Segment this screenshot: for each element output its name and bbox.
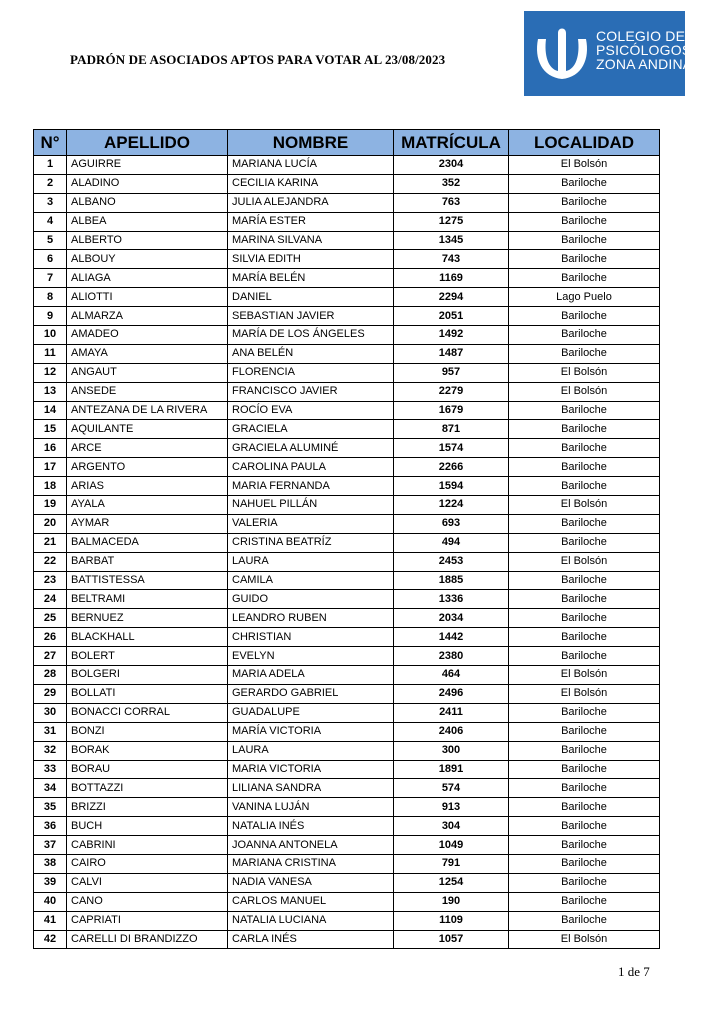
matricula-cell: 190 — [394, 892, 509, 911]
localidad-cell: Bariloche — [509, 854, 660, 873]
matricula-cell: 2406 — [394, 722, 509, 741]
nombre-cell: ANA BELÉN — [228, 344, 394, 363]
table-row — [34, 741, 660, 760]
table-row — [34, 647, 660, 666]
row-number: 30 — [34, 703, 67, 722]
row-number: 40 — [34, 892, 67, 911]
localidad-cell: Bariloche — [509, 231, 660, 250]
row-number: 23 — [34, 571, 67, 590]
apellido-cell: ALIAGA — [67, 269, 228, 288]
matricula-cell: 763 — [394, 193, 509, 212]
table-row — [34, 760, 660, 779]
localidad-cell: Bariloche — [509, 439, 660, 458]
matricula-cell: 352 — [394, 174, 509, 193]
nombre-cell: GUIDO — [228, 590, 394, 609]
matricula-cell: 1049 — [394, 836, 509, 855]
localidad-cell: Bariloche — [509, 911, 660, 930]
table-row — [34, 514, 660, 533]
row-number: 36 — [34, 817, 67, 836]
apellido-cell: CALVI — [67, 873, 228, 892]
nombre-cell: CAMILA — [228, 571, 394, 590]
table-row — [34, 873, 660, 892]
matricula-cell: 913 — [394, 798, 509, 817]
matricula-cell: 1594 — [394, 477, 509, 496]
table-row — [34, 401, 660, 420]
matricula-cell: 791 — [394, 854, 509, 873]
row-number: 20 — [34, 514, 67, 533]
localidad-cell: El Bolsón — [509, 496, 660, 515]
row-number: 21 — [34, 533, 67, 552]
apellido-cell: BLACKHALL — [67, 628, 228, 647]
localidad-cell: Bariloche — [509, 817, 660, 836]
table-row — [34, 911, 660, 930]
localidad-cell: Bariloche — [509, 873, 660, 892]
table-row — [34, 590, 660, 609]
localidad-cell: Bariloche — [509, 401, 660, 420]
matricula-cell: 2051 — [394, 307, 509, 326]
nombre-cell: VANINA LUJÁN — [228, 798, 394, 817]
table-row — [34, 458, 660, 477]
matricula-cell: 1336 — [394, 590, 509, 609]
row-number: 11 — [34, 344, 67, 363]
matricula-cell: 1679 — [394, 401, 509, 420]
row-number: 5 — [34, 231, 67, 250]
row-number: 18 — [34, 477, 67, 496]
header-localidad: LOCALIDAD — [509, 130, 660, 156]
row-number: 6 — [34, 250, 67, 269]
row-number: 38 — [34, 854, 67, 873]
matricula-cell: 1442 — [394, 628, 509, 647]
matricula-cell: 304 — [394, 817, 509, 836]
apellido-cell: BORAK — [67, 741, 228, 760]
matricula-cell: 494 — [394, 533, 509, 552]
apellido-cell: AMADEO — [67, 326, 228, 345]
row-number: 7 — [34, 269, 67, 288]
localidad-cell: Bariloche — [509, 892, 660, 911]
nombre-cell: GRACIELA ALUMINÉ — [228, 439, 394, 458]
localidad-cell: Bariloche — [509, 609, 660, 628]
localidad-cell: Bariloche — [509, 193, 660, 212]
row-number: 34 — [34, 779, 67, 798]
apellido-cell: BOLERT — [67, 647, 228, 666]
apellido-cell: ALMARZA — [67, 307, 228, 326]
localidad-cell: Bariloche — [509, 307, 660, 326]
nombre-cell: LILIANA SANDRA — [228, 779, 394, 798]
localidad-cell: El Bolsón — [509, 363, 660, 382]
row-number: 41 — [34, 911, 67, 930]
page-number: 1 de 7 — [618, 964, 650, 979]
nombre-cell: CECILIA KARINA — [228, 174, 394, 193]
nombre-cell: SEBASTIAN JAVIER — [228, 307, 394, 326]
matricula-cell: 693 — [394, 514, 509, 533]
table-row — [34, 571, 660, 590]
apellido-cell: ARCE — [67, 439, 228, 458]
table-row — [34, 609, 660, 628]
table-row — [34, 420, 660, 439]
row-number: 3 — [34, 193, 67, 212]
row-number: 9 — [34, 307, 67, 326]
nombre-cell: JULIA ALEJANDRA — [228, 193, 394, 212]
nombre-cell: GERARDO GABRIEL — [228, 684, 394, 703]
row-number: 39 — [34, 873, 67, 892]
matricula-cell: 1169 — [394, 269, 509, 288]
row-number: 26 — [34, 628, 67, 647]
matricula-cell: 1345 — [394, 231, 509, 250]
apellido-cell: BONZI — [67, 722, 228, 741]
table-row — [34, 231, 660, 250]
apellido-cell: BELTRAMI — [67, 590, 228, 609]
apellido-cell: AYMAR — [67, 514, 228, 533]
nombre-cell: JOANNA ANTONELA — [228, 836, 394, 855]
localidad-cell: El Bolsón — [509, 156, 660, 175]
apellido-cell: ARIAS — [67, 477, 228, 496]
nombre-cell: GRACIELA — [228, 420, 394, 439]
nombre-cell: LAURA — [228, 741, 394, 760]
apellido-cell: CAIRO — [67, 854, 228, 873]
table-row — [34, 212, 660, 231]
localidad-cell: Lago Puelo — [509, 288, 660, 307]
localidad-cell: Bariloche — [509, 174, 660, 193]
table-row — [34, 250, 660, 269]
row-number: 27 — [34, 647, 67, 666]
apellido-cell: AGUIRRE — [67, 156, 228, 175]
apellido-cell: BONACCI CORRAL — [67, 703, 228, 722]
nombre-cell: NADIA VANESA — [228, 873, 394, 892]
table-row — [34, 666, 660, 685]
matricula-cell: 1275 — [394, 212, 509, 231]
apellido-cell: CAPRIATI — [67, 911, 228, 930]
localidad-cell: Bariloche — [509, 514, 660, 533]
localidad-cell: Bariloche — [509, 722, 660, 741]
row-number: 29 — [34, 684, 67, 703]
localidad-cell: Bariloche — [509, 571, 660, 590]
localidad-cell: Bariloche — [509, 326, 660, 345]
apellido-cell: ALIOTTI — [67, 288, 228, 307]
apellido-cell: ANSEDE — [67, 382, 228, 401]
row-number: 28 — [34, 666, 67, 685]
matricula-cell: 2279 — [394, 382, 509, 401]
table-row — [34, 628, 660, 647]
localidad-cell: Bariloche — [509, 647, 660, 666]
row-number: 32 — [34, 741, 67, 760]
table-row — [34, 798, 660, 817]
row-number: 12 — [34, 363, 67, 382]
localidad-cell: Bariloche — [509, 250, 660, 269]
table-row — [34, 193, 660, 212]
nombre-cell: FLORENCIA — [228, 363, 394, 382]
localidad-cell: Bariloche — [509, 458, 660, 477]
nombre-cell: CRISTINA BEATRÍZ — [228, 533, 394, 552]
apellido-cell: BOLGERI — [67, 666, 228, 685]
table-row — [34, 684, 660, 703]
logo-text — [596, 29, 692, 71]
apellido-cell: BALMACEDA — [67, 533, 228, 552]
header-nombre: NOMBRE — [228, 130, 394, 156]
localidad-cell: Bariloche — [509, 798, 660, 817]
apellido-cell: ALADINO — [67, 174, 228, 193]
matricula-cell: 2496 — [394, 684, 509, 703]
matricula-cell: 300 — [394, 741, 509, 760]
matricula-cell: 871 — [394, 420, 509, 439]
psi-logo-icon — [532, 25, 592, 83]
apellido-cell: ALBOUY — [67, 250, 228, 269]
nombre-cell: MARÍA BELÉN — [228, 269, 394, 288]
localidad-cell: El Bolsón — [509, 666, 660, 685]
nombre-cell: CAROLINA PAULA — [228, 458, 394, 477]
header-apellido: APELLIDO — [67, 130, 228, 156]
table-row — [34, 326, 660, 345]
matricula-cell: 2411 — [394, 703, 509, 722]
colegio-logo — [524, 11, 693, 96]
localidad-cell: El Bolsón — [509, 552, 660, 571]
table-row — [34, 382, 660, 401]
matricula-cell: 2380 — [394, 647, 509, 666]
localidad-cell: Bariloche — [509, 836, 660, 855]
matricula-cell: 1057 — [394, 930, 509, 949]
row-number: 37 — [34, 836, 67, 855]
nombre-cell: DANIEL — [228, 288, 394, 307]
nombre-cell: MARÍA ESTER — [228, 212, 394, 231]
nombre-cell: MARIANA LUCÍA — [228, 156, 394, 175]
localidad-cell: El Bolsón — [509, 382, 660, 401]
table-row — [34, 533, 660, 552]
apellido-cell: BRIZZI — [67, 798, 228, 817]
matricula-cell: 574 — [394, 779, 509, 798]
matricula-cell: 464 — [394, 666, 509, 685]
apellido-cell: BARBAT — [67, 552, 228, 571]
apellido-cell: ANGAUT — [67, 363, 228, 382]
apellido-cell: BOTTAZZI — [67, 779, 228, 798]
row-number: 31 — [34, 722, 67, 741]
table-row — [34, 892, 660, 911]
row-number: 14 — [34, 401, 67, 420]
matricula-cell: 1885 — [394, 571, 509, 590]
table-row — [34, 552, 660, 571]
apellido-cell: CABRINI — [67, 836, 228, 855]
logo-line: COLEGIO DE — [596, 28, 686, 44]
row-number: 1 — [34, 156, 67, 175]
nombre-cell: MARIA VICTORIA — [228, 760, 394, 779]
table-row — [34, 269, 660, 288]
localidad-cell: Bariloche — [509, 269, 660, 288]
apellido-cell: AYALA — [67, 496, 228, 515]
matricula-cell: 2294 — [394, 288, 509, 307]
nombre-cell: LEANDRO RUBEN — [228, 609, 394, 628]
table-row — [34, 363, 660, 382]
row-number: 19 — [34, 496, 67, 515]
row-number: 33 — [34, 760, 67, 779]
document-title: PADRÓN DE ASOCIADOS APTOS PARA VOTAR AL 23/08/2023 — [70, 52, 446, 67]
matricula-cell: 1891 — [394, 760, 509, 779]
row-number: 15 — [34, 420, 67, 439]
matricula-cell: 1574 — [394, 439, 509, 458]
row-number: 42 — [34, 930, 67, 949]
matricula-cell: 957 — [394, 363, 509, 382]
localidad-cell: Bariloche — [509, 779, 660, 798]
apellido-cell: ALBEA — [67, 212, 228, 231]
row-number: 35 — [34, 798, 67, 817]
localidad-cell: Bariloche — [509, 590, 660, 609]
table-row — [34, 288, 660, 307]
table-row — [34, 307, 660, 326]
apellido-cell: BERNUEZ — [67, 609, 228, 628]
localidad-cell: Bariloche — [509, 741, 660, 760]
nombre-cell: NATALIA LUCIANA — [228, 911, 394, 930]
row-number: 24 — [34, 590, 67, 609]
logo-line: PSICÓLOGOS — [596, 42, 692, 58]
matricula-cell: 743 — [394, 250, 509, 269]
table-row — [34, 174, 660, 193]
header-number: N° — [34, 130, 67, 156]
localidad-cell: Bariloche — [509, 628, 660, 647]
nombre-cell: VALERIA — [228, 514, 394, 533]
matricula-cell: 1492 — [394, 326, 509, 345]
row-number: 13 — [34, 382, 67, 401]
nombre-cell: EVELYN — [228, 647, 394, 666]
logo-line: ZONA ANDINA — [596, 56, 693, 72]
nombre-cell: NATALIA INÉS — [228, 817, 394, 836]
nombre-cell: MARÍA VICTORIA — [228, 722, 394, 741]
nombre-cell: SILVIA EDITH — [228, 250, 394, 269]
table-row — [34, 156, 660, 175]
nombre-cell: CARLOS MANUEL — [228, 892, 394, 911]
row-number: 25 — [34, 609, 67, 628]
table-row — [34, 344, 660, 363]
apellido-cell: CANO — [67, 892, 228, 911]
nombre-cell: MARINA SILVANA — [228, 231, 394, 250]
table-row — [34, 779, 660, 798]
row-number: 2 — [34, 174, 67, 193]
row-number: 4 — [34, 212, 67, 231]
table-header-row — [34, 130, 660, 156]
nombre-cell: CHRISTIAN — [228, 628, 394, 647]
voters-table — [33, 129, 660, 949]
header-matricula: MATRÍCULA — [394, 130, 509, 156]
localidad-cell: Bariloche — [509, 760, 660, 779]
table-row — [34, 703, 660, 722]
apellido-cell: ALBERTO — [67, 231, 228, 250]
apellido-cell: AMAYA — [67, 344, 228, 363]
table-row — [34, 836, 660, 855]
nombre-cell: ROCÍO EVA — [228, 401, 394, 420]
localidad-cell: El Bolsón — [509, 684, 660, 703]
row-number: 10 — [34, 326, 67, 345]
matricula-cell: 2453 — [394, 552, 509, 571]
localidad-cell: Bariloche — [509, 420, 660, 439]
apellido-cell: ALBANO — [67, 193, 228, 212]
apellido-cell: AQUILANTE — [67, 420, 228, 439]
apellido-cell: BOLLATI — [67, 684, 228, 703]
localidad-cell: Bariloche — [509, 212, 660, 231]
matricula-cell: 1487 — [394, 344, 509, 363]
localidad-cell: El Bolsón — [509, 930, 660, 949]
apellido-cell: BORAU — [67, 760, 228, 779]
nombre-cell: FRANCISCO JAVIER — [228, 382, 394, 401]
matricula-cell: 1254 — [394, 873, 509, 892]
table-row — [34, 854, 660, 873]
nombre-cell: NAHUEL PILLÁN — [228, 496, 394, 515]
row-number: 22 — [34, 552, 67, 571]
matricula-cell: 2034 — [394, 609, 509, 628]
nombre-cell: MARIA ADELA — [228, 666, 394, 685]
row-number: 16 — [34, 439, 67, 458]
apellido-cell: BUCH — [67, 817, 228, 836]
matricula-cell: 2304 — [394, 156, 509, 175]
nombre-cell: CARLA INÉS — [228, 930, 394, 949]
apellido-cell: BATTISTESSA — [67, 571, 228, 590]
matricula-cell: 1224 — [394, 496, 509, 515]
localidad-cell: Bariloche — [509, 703, 660, 722]
row-number: 8 — [34, 288, 67, 307]
matricula-cell: 1109 — [394, 911, 509, 930]
localidad-cell: Bariloche — [509, 344, 660, 363]
table-row — [34, 930, 660, 949]
nombre-cell: LAURA — [228, 552, 394, 571]
matricula-cell: 2266 — [394, 458, 509, 477]
nombre-cell: MARÍA DE LOS ÁNGELES — [228, 326, 394, 345]
nombre-cell: MARIA FERNANDA — [228, 477, 394, 496]
table-row — [34, 722, 660, 741]
localidad-cell: Bariloche — [509, 477, 660, 496]
localidad-cell: Bariloche — [509, 533, 660, 552]
row-number: 17 — [34, 458, 67, 477]
apellido-cell: ARGENTO — [67, 458, 228, 477]
table-row — [34, 817, 660, 836]
table-row — [34, 477, 660, 496]
apellido-cell: CARELLI DI BRANDIZZO — [67, 930, 228, 949]
table-row — [34, 496, 660, 515]
apellido-cell: ANTEZANA DE LA RIVERA — [67, 401, 228, 420]
nombre-cell: GUADALUPE — [228, 703, 394, 722]
nombre-cell: MARIANA CRISTINA — [228, 854, 394, 873]
table-row — [34, 439, 660, 458]
table-body — [34, 156, 660, 949]
